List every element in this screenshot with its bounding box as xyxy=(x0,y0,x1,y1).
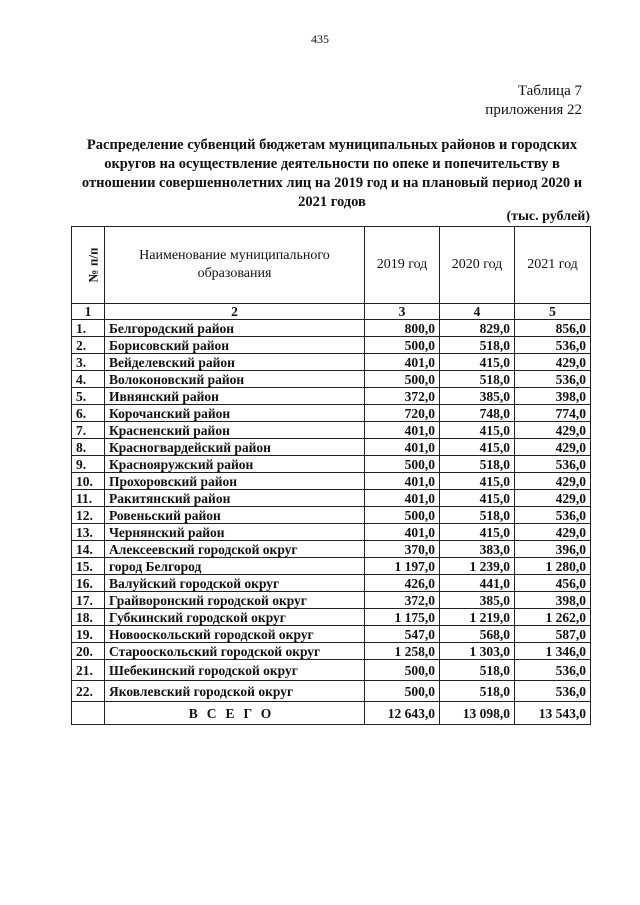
table-row xyxy=(72,660,591,681)
table-row xyxy=(72,626,591,643)
units-label: (тыс. рублей) xyxy=(506,209,590,224)
value-2019: 500,0 xyxy=(365,456,440,473)
table-row xyxy=(72,541,591,558)
value-2020: 829,0 xyxy=(440,320,515,337)
row-number: 20. xyxy=(72,643,105,660)
total-2021: 13 543,0 xyxy=(515,702,591,725)
value-2020: 415,0 xyxy=(440,473,515,490)
table-row xyxy=(72,354,591,371)
column-number: 5 xyxy=(515,304,591,320)
table-row xyxy=(72,681,591,702)
value-2020: 518,0 xyxy=(440,337,515,354)
column-number: 3 xyxy=(365,304,440,320)
header-2019: 2019 год xyxy=(365,227,440,304)
municipality-name: Валуйский городской округ xyxy=(105,575,365,592)
value-2020: 415,0 xyxy=(440,354,515,371)
municipality-name: Алексеевский городской округ xyxy=(105,541,365,558)
value-2021: 536,0 xyxy=(515,371,591,388)
row-number: 2. xyxy=(72,337,105,354)
value-2020: 441,0 xyxy=(440,575,515,592)
value-2020: 1 239,0 xyxy=(440,558,515,575)
table-header-row xyxy=(72,227,591,304)
row-number: 7. xyxy=(72,422,105,439)
municipality-name: Ровеньский район xyxy=(105,507,365,524)
table-row xyxy=(72,490,591,507)
value-2021: 774,0 xyxy=(515,405,591,422)
row-number: 6. xyxy=(72,405,105,422)
value-2021: 429,0 xyxy=(515,490,591,507)
table-row xyxy=(72,592,591,609)
document-title: Распределение субвенций бюджетам муниципальных районов и городских округов на осуществление деятельности по опеке и попечительству в отношении совершеннолетних лиц на 2019 год и на плановый период 2020 и 2021 годов xyxy=(81,137,583,210)
table-row xyxy=(72,388,591,405)
municipality-name: Шебекинский городской округ xyxy=(105,660,365,681)
column-number-row xyxy=(72,304,591,320)
value-2019: 547,0 xyxy=(365,626,440,643)
value-2019: 800,0 xyxy=(365,320,440,337)
header-2020: 2020 год xyxy=(440,227,515,304)
value-2021: 429,0 xyxy=(515,354,591,371)
table-row xyxy=(72,320,591,337)
row-number: 10. xyxy=(72,473,105,490)
value-2019: 401,0 xyxy=(365,439,440,456)
row-number: 1. xyxy=(72,320,105,337)
row-number: 4. xyxy=(72,371,105,388)
total-num-cell xyxy=(72,702,105,725)
table-row xyxy=(72,371,591,388)
value-2020: 518,0 xyxy=(440,660,515,681)
value-2020: 568,0 xyxy=(440,626,515,643)
row-number: 19. xyxy=(72,626,105,643)
total-2019: 12 643,0 xyxy=(365,702,440,725)
value-2020: 383,0 xyxy=(440,541,515,558)
total-2020: 13 098,0 xyxy=(440,702,515,725)
appendix-label: приложения 22 xyxy=(485,102,582,118)
row-number: 9. xyxy=(72,456,105,473)
header-num xyxy=(72,227,105,304)
header-name: Наименование муниципального образования xyxy=(105,227,365,304)
table-row xyxy=(72,558,591,575)
value-2021: 398,0 xyxy=(515,592,591,609)
column-number: 1 xyxy=(72,304,105,320)
row-number: 13. xyxy=(72,524,105,541)
header-num-label: № п/п xyxy=(85,247,101,282)
municipality-name: Волоконовский район xyxy=(105,371,365,388)
table-row xyxy=(72,405,591,422)
value-2019: 1 175,0 xyxy=(365,609,440,626)
value-2021: 856,0 xyxy=(515,320,591,337)
table-row xyxy=(72,507,591,524)
value-2019: 372,0 xyxy=(365,388,440,405)
value-2019: 500,0 xyxy=(365,660,440,681)
value-2019: 1 197,0 xyxy=(365,558,440,575)
table-row xyxy=(72,575,591,592)
table-label: Таблица 7 xyxy=(517,83,582,99)
table-row xyxy=(72,439,591,456)
value-2021: 429,0 xyxy=(515,439,591,456)
municipality-name: Старооскольский городской округ xyxy=(105,643,365,660)
value-2021: 536,0 xyxy=(515,660,591,681)
value-2020: 518,0 xyxy=(440,507,515,524)
value-2020: 415,0 xyxy=(440,490,515,507)
value-2021: 429,0 xyxy=(515,524,591,541)
row-number: 22. xyxy=(72,681,105,702)
municipality-name: Краснояружский район xyxy=(105,456,365,473)
value-2019: 720,0 xyxy=(365,405,440,422)
total-label: ВСЕГО xyxy=(105,702,365,725)
value-2019: 401,0 xyxy=(365,490,440,507)
table-row xyxy=(72,337,591,354)
value-2019: 372,0 xyxy=(365,592,440,609)
value-2020: 415,0 xyxy=(440,422,515,439)
municipality-name: Чернянский район xyxy=(105,524,365,541)
value-2020: 1 219,0 xyxy=(440,609,515,626)
municipality-name: город Белгород xyxy=(105,558,365,575)
value-2020: 385,0 xyxy=(440,592,515,609)
table-row xyxy=(72,609,591,626)
appendix-header xyxy=(485,82,582,120)
value-2020: 415,0 xyxy=(440,439,515,456)
value-2020: 385,0 xyxy=(440,388,515,405)
table-row xyxy=(72,422,591,439)
table-row xyxy=(72,473,591,490)
value-2020: 415,0 xyxy=(440,524,515,541)
municipality-name: Корочанский район xyxy=(105,405,365,422)
value-2021: 1 346,0 xyxy=(515,643,591,660)
value-2020: 518,0 xyxy=(440,681,515,702)
value-2020: 518,0 xyxy=(440,371,515,388)
value-2021: 398,0 xyxy=(515,388,591,405)
value-2019: 500,0 xyxy=(365,371,440,388)
total-row xyxy=(72,702,591,725)
row-number: 3. xyxy=(72,354,105,371)
value-2021: 396,0 xyxy=(515,541,591,558)
value-2020: 1 303,0 xyxy=(440,643,515,660)
value-2021: 536,0 xyxy=(515,337,591,354)
row-number: 15. xyxy=(72,558,105,575)
page-number: 435 xyxy=(311,32,329,46)
value-2021: 536,0 xyxy=(515,507,591,524)
column-number: 4 xyxy=(440,304,515,320)
table-row xyxy=(72,524,591,541)
municipality-name: Вейделевский район xyxy=(105,354,365,371)
row-number: 18. xyxy=(72,609,105,626)
subsidy-table xyxy=(71,226,591,725)
value-2019: 1 258,0 xyxy=(365,643,440,660)
row-number: 14. xyxy=(72,541,105,558)
table-row xyxy=(72,456,591,473)
row-number: 16. xyxy=(72,575,105,592)
municipality-name: Ивнянский район xyxy=(105,388,365,405)
municipality-name: Грайворонский городской округ xyxy=(105,592,365,609)
value-2021: 456,0 xyxy=(515,575,591,592)
municipality-name: Яковлевский городской округ xyxy=(105,681,365,702)
value-2020: 748,0 xyxy=(440,405,515,422)
value-2019: 401,0 xyxy=(365,524,440,541)
value-2021: 1 280,0 xyxy=(515,558,591,575)
value-2020: 518,0 xyxy=(440,456,515,473)
header-2021: 2021 год xyxy=(515,227,591,304)
municipality-name: Красногвардейский район xyxy=(105,439,365,456)
municipality-name: Ракитянский район xyxy=(105,490,365,507)
municipality-name: Прохоровский район xyxy=(105,473,365,490)
row-number: 21. xyxy=(72,660,105,681)
value-2019: 500,0 xyxy=(365,337,440,354)
column-number: 2 xyxy=(105,304,365,320)
value-2019: 370,0 xyxy=(365,541,440,558)
value-2021: 587,0 xyxy=(515,626,591,643)
municipality-name: Новооскольский городской округ xyxy=(105,626,365,643)
municipality-name: Белгородский район xyxy=(105,320,365,337)
table-row xyxy=(72,643,591,660)
value-2019: 401,0 xyxy=(365,354,440,371)
value-2021: 1 262,0 xyxy=(515,609,591,626)
value-2021: 536,0 xyxy=(515,456,591,473)
value-2019: 426,0 xyxy=(365,575,440,592)
municipality-name: Губкинский городской округ xyxy=(105,609,365,626)
value-2021: 429,0 xyxy=(515,422,591,439)
value-2019: 401,0 xyxy=(365,473,440,490)
value-2021: 429,0 xyxy=(515,473,591,490)
row-number: 8. xyxy=(72,439,105,456)
value-2019: 500,0 xyxy=(365,507,440,524)
municipality-name: Красненский район xyxy=(105,422,365,439)
value-2019: 401,0 xyxy=(365,422,440,439)
row-number: 17. xyxy=(72,592,105,609)
row-number: 12. xyxy=(72,507,105,524)
value-2021: 536,0 xyxy=(515,681,591,702)
row-number: 5. xyxy=(72,388,105,405)
municipality-name: Борисовский район xyxy=(105,337,365,354)
row-number: 11. xyxy=(72,490,105,507)
value-2019: 500,0 xyxy=(365,681,440,702)
